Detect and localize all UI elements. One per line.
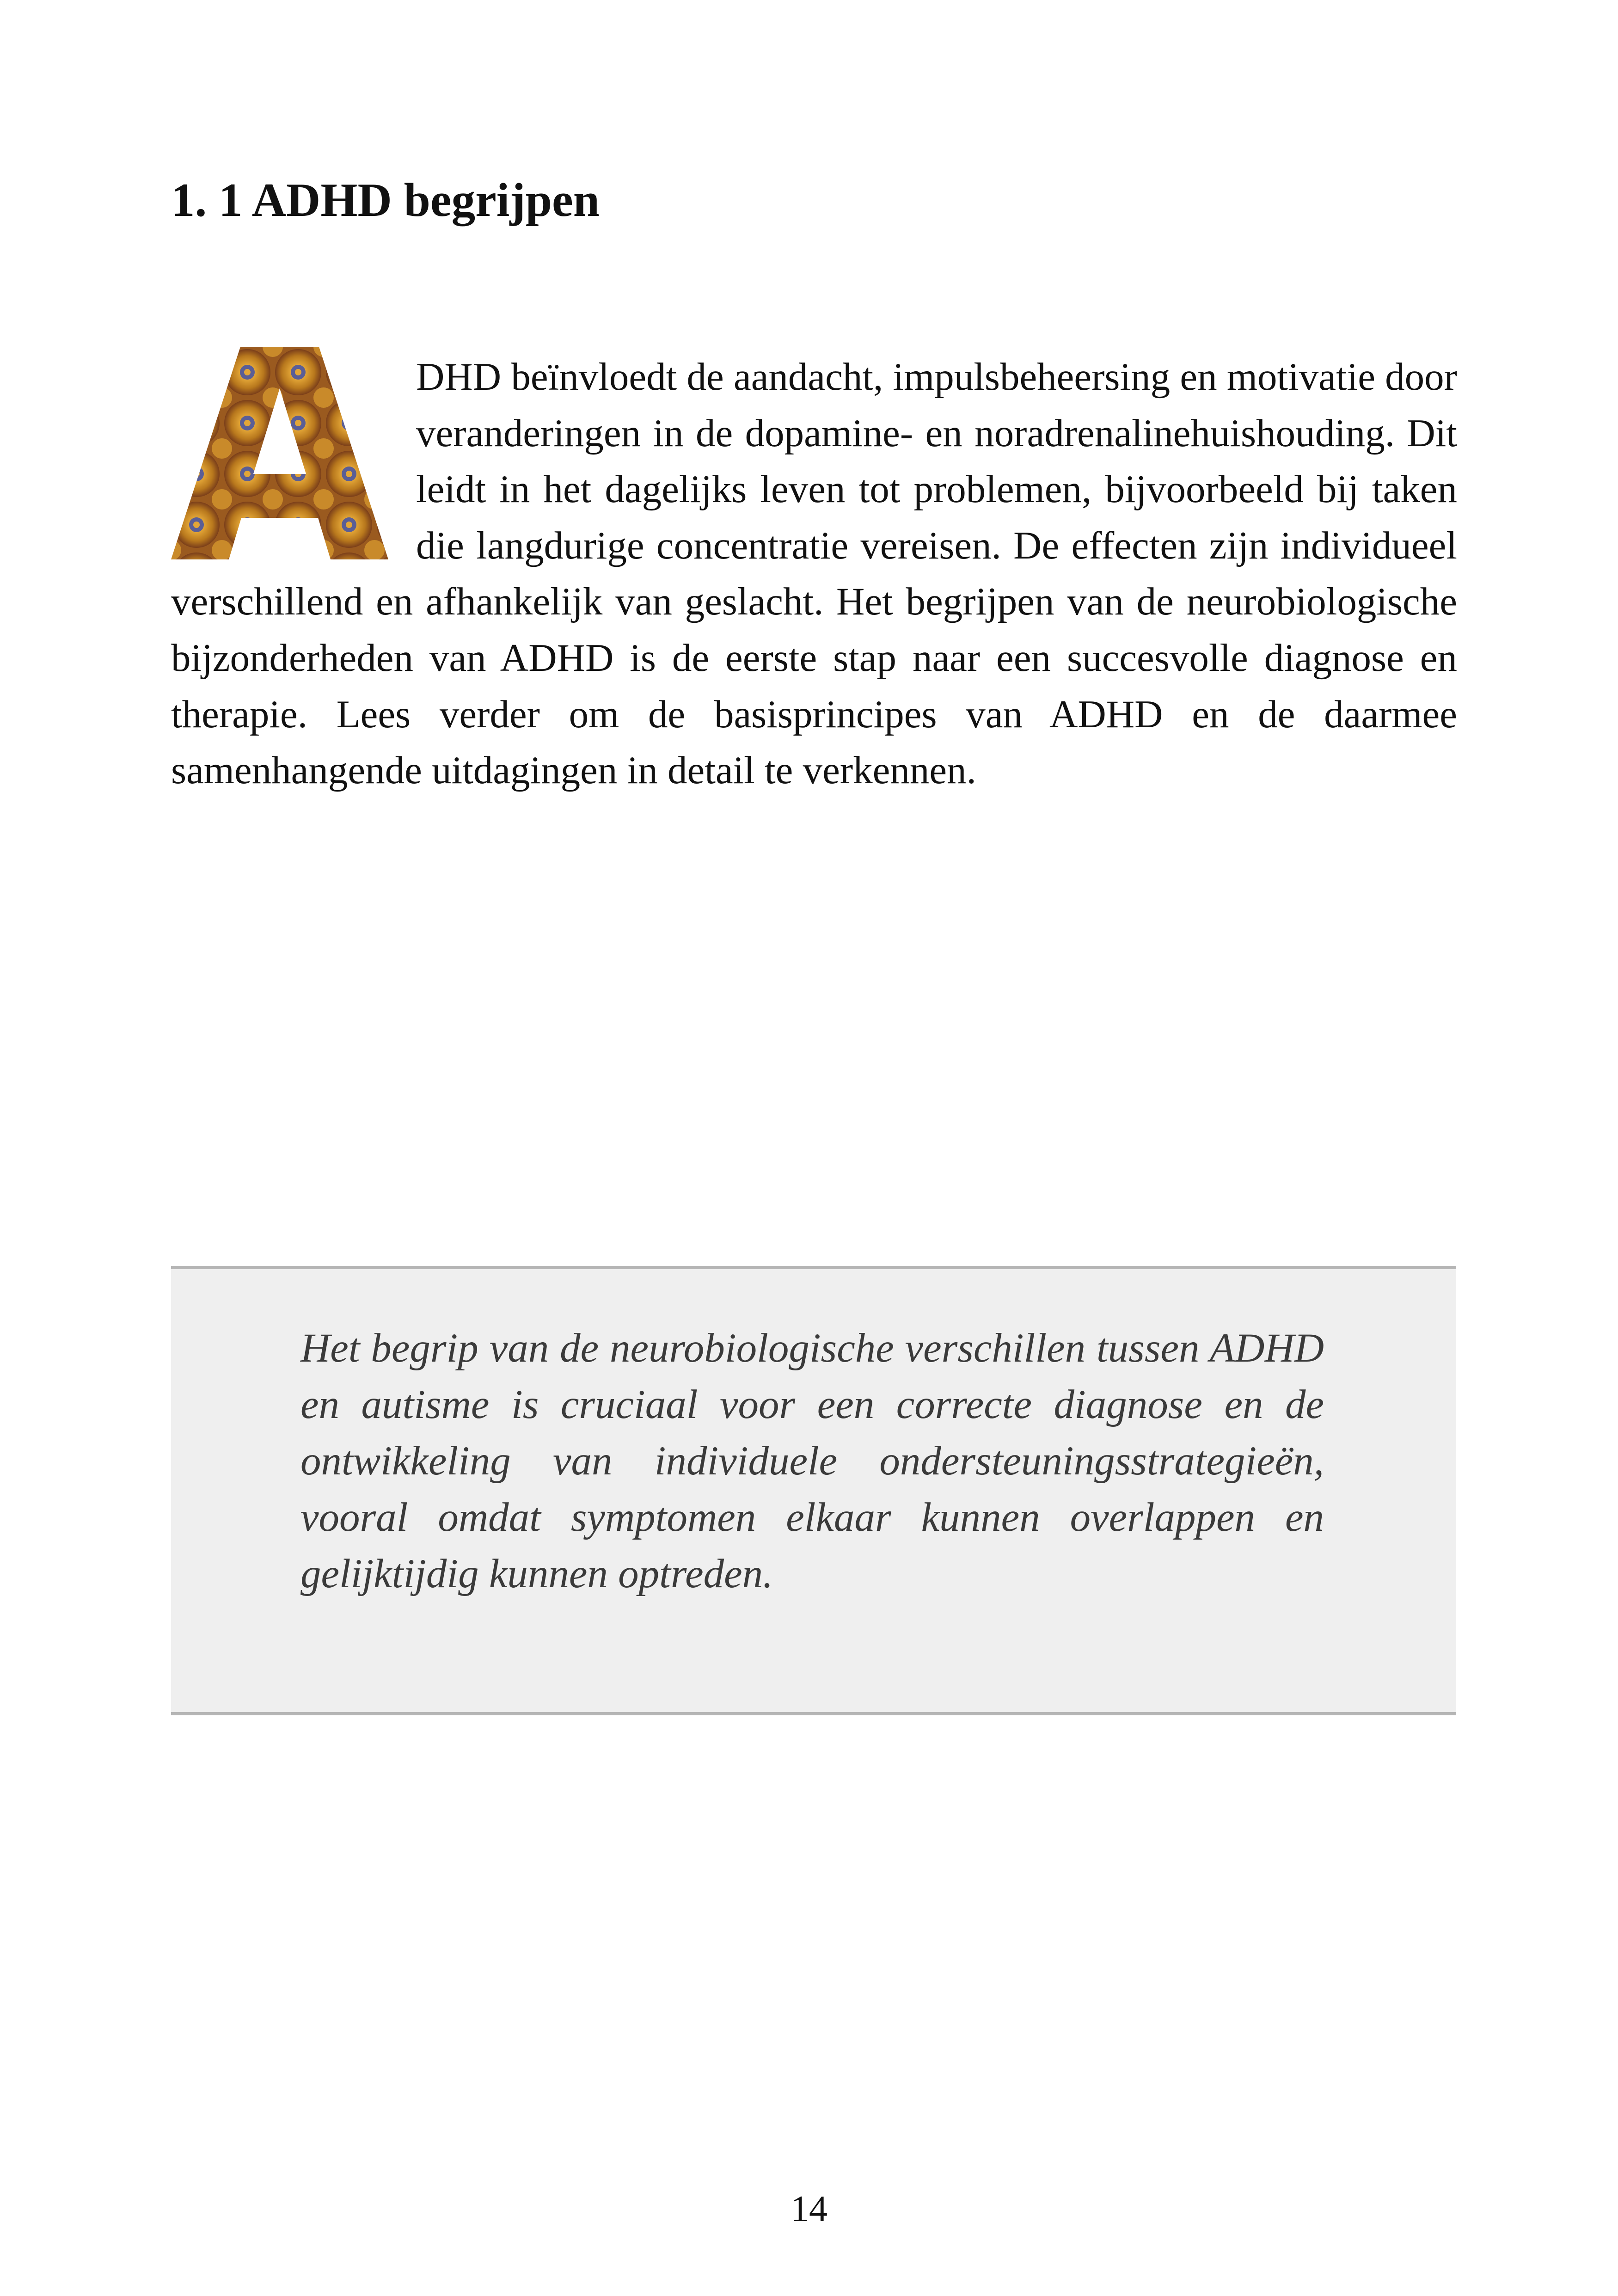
dropcap-spacer: [171, 349, 416, 566]
body-paragraph: [171, 349, 1457, 799]
quote-callout-box: [171, 1266, 1456, 1715]
section-heading: 1. 1 ADHD begrijpen: [171, 174, 600, 227]
page-number: 14: [791, 2189, 827, 2229]
body-paragraph-text: DHD beïnvloedt de aandacht, impulsbeheersing en motivatie door veranderingen in de dopamine- en noradrenalinehuishouding. Dit leidt in het dagelijks leven tot problemen, bijvoorbeeld bij taken die langdurige concentratie vereisen. De effecten zijn individueel verschillend en afhankelijk van geslacht. Het begrijpen van de neurobiologische bijzonderheden van ADHD is de eerste stap naar een succesvolle diagnose en therapie. Lees verder om de basisprincipes van ADHD en de daarmee samenhangende uitdagingen in detail te verkennen.: [171, 355, 1457, 792]
callout-text: Het begrip van de neurobiologische verschillen tussen ADHD en autisme is cruciaal voor een correcte diagnose en de ontwikkeling van individuele ondersteuningsstrategieën, vooral omdat symptomen elkaar kunnen overlappen en gelijktijdig kunnen optreden.: [300, 1326, 1324, 1596]
